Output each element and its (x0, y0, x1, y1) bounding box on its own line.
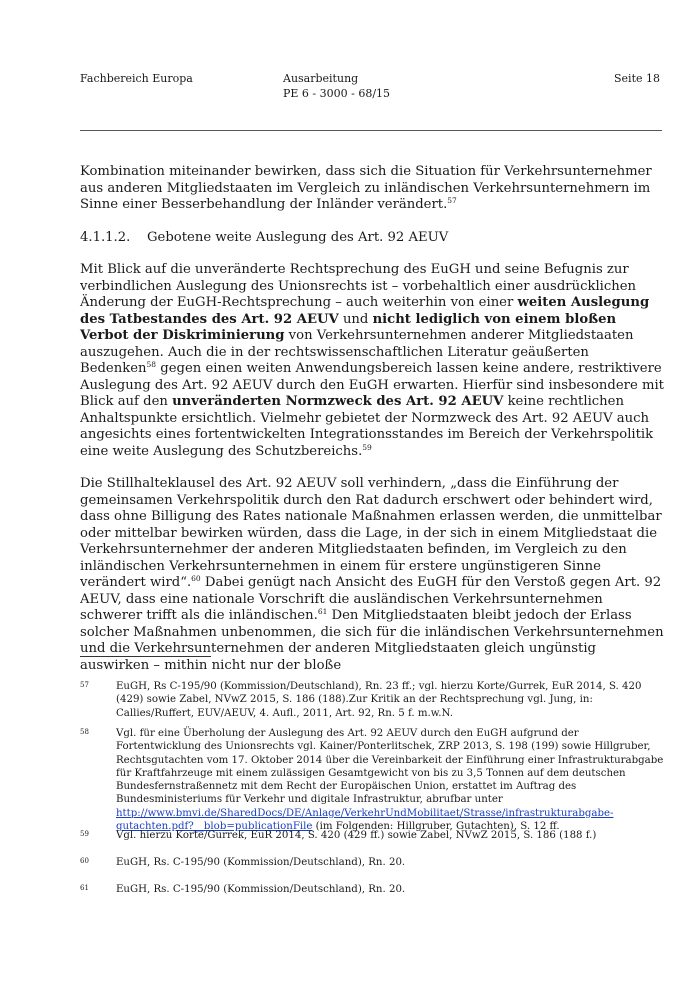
section-title: Gebotene weite Auslegung des Art. 92 AEUV (147, 229, 449, 245)
header-department: Fachbereich Europa (80, 72, 193, 85)
footnote-link[interactable]: http://www.bmvi.de/SharedDocs/DE/Anlage/VerkehrUndMobilitaet/Strasse/infrastrukturabgabe-gutachten.pdf?__blob=publicationFile (116, 807, 614, 833)
emphasis-3: unveränderten Normzweck des Art. 92 AEUV (172, 394, 504, 409)
footnote-text: EuGH, Rs. C-195/90 (Kommission/Deutschland), Rn. 20. (116, 857, 406, 868)
header-doc-number: PE 6 - 3000 - 68/15 (283, 87, 391, 100)
footnote-ref-57[interactable]: 57 (447, 196, 457, 205)
paragraph-1: Kombination miteinander bewirken, dass sich die Situation für Verkehrsunternehmer aus anderen Mitgliedstaaten im Vergleich zu inländischen Verkehrsunternehmern im Sinne einer Besserbehandlung der Inländer verändert.$^{57}$ (80, 164, 652, 212)
footnote-ref-60[interactable]: 60 (191, 574, 201, 583)
footnote-separator (80, 656, 211, 657)
footnote-ref-61[interactable]: 61 (317, 607, 328, 616)
footnote-ref-58[interactable]: 58 (146, 360, 157, 369)
section-number: 4.1.1.2. (80, 229, 131, 245)
emphasis-2: nicht lediglich von einem bloßen Verbot der Diskriminierung (80, 311, 617, 343)
footnote-59 (80, 829, 666, 842)
footnote-text: EuGH, Rs. C-195/90 (Kommission/Deutschland), Rn. 20. (116, 884, 406, 895)
footnote-text: EuGH, Rs C-195/90 (Kommission/Deutschland), Rn. 23 ff.; vgl. hierzu Korte/Gurrek, EuR 2014, S. 420 (429) sowie Zabel, NVwZ 2015, S. 186 (188).Zur Kritik an der Rechtsprechung vgl. Jung, in: Callies/Ruffert, EUV/AEUV, 4. Aufl., 2011, Art. 92, Rn. 5 f. m.w.N. (116, 681, 642, 719)
footnote-60 (80, 856, 666, 869)
paragraph-3: Die Stillhalteklausel des Art. 92 AEUV soll verhindern, „dass die Einführung der gemeinsamen Verkehrspolitik durch den Rat dadurch erschwert oder behindert wird, dass ohne Billigung des Rates nationale Maßnahmen erlassen werden, die unmittelbar oder mittelbar bewirken würden, dass die Lage, in der sich in einem Mitgliedstaat die Verkehrsunternehmer der anderen Mitgliedstaaten befinden, im Vergleich zu den inländischen Verkehrsunternehmen in einem für erstere ungünstigeren Sinne verändert wird“.$^{60}$ Dabei genügt nach Ansicht des EuGH für den Verstoß gegen Art. 92 AEUV, dass eine nationale Vorschrift die ausländischen Verkehrsunternehmen schwerer trifft als die inländischen.$^{61}$ Den Mitgliedstaaten bleibt jedoch der Erlass solcher Maßnahmen unbenommen, die sich für die inländischen Verkehrsunternehmen und die Verkehrsunternehmen der anderen Mitgliedstaaten gleich ungünstig auswirken – mithin nicht nur der bloße (80, 476, 664, 673)
footnote-57 (80, 680, 666, 720)
footnote-text: Vgl. hierzu Korte/Gurrek, EuR 2014, S. 420 (429 ff.) sowie Zabel, NVwZ 2015, S. 186 (188 f.) (116, 830, 597, 841)
footnote-mark: 60 (80, 857, 89, 865)
footnote-text: Vgl. für eine Überholung der Auslegung des Art. 92 AEUV durch den EuGH aufgrund der Fortentwicklung des Unionsrechts vgl. Kainer/Ponterlitschek, ZRP 2013, S. 198 (199) sowie Hillgruber, Rechtsgutachten vom 17. Oktober 2014 über die Vereinbarkeit der Einführung einer Infrastrukturabgabe für Kraftfahrzeuge mit einem zulässigen Gesamtgewicht von bis zu 3,5 Tonnen auf dem deutschen Bundesfernstraßennetz mit dem Recht der Europäischen Union, erstattet im Auftrag des Bundesministeriums für Verkehr und digitale Infrastruktur, abrufbar unter http://www.bmvi.de/SharedDocs/DE/Anlage/VerkehrUndMobilitaet/Strasse/infrastrukturabgabe-gutachten.pdf?__blob=publicationFile (im Folgenden: Hillgruber, Gutachten), S. 12 ff. (116, 728, 664, 833)
paragraph-2: Mit Blick auf die unveränderte Rechtsprechung des EuGH und seine Befugnis zur verbindlichen Auslegung des Unionsrechts ist – vorbehaltlich einer ausdrücklichen Änderung der EuGH-Rechtsprechung – auch weiterhin von einer weiten Auslegung des Tatbestandes des Art. 92 AEUV und nicht lediglich von einem bloßen Verbot der Diskriminierung von Verkehrsunternehmen anderer Mitgliedstaaten auszugehen. Auch die in der rechtswissenschaftlichen Literatur geäußerten Bedenken$^{58}$ gegen einen weiten Anwendungsbereich lassen keine andere, restriktivere Auslegung des Art. 92 AEUV durch den EuGH erwarten. Hierfür sind insbesondere mit Blick auf den unveränderten Normzweck des Art. 92 AEUV keine rechtlichen Anhaltspunkte ersichtlich. Vielmehr gebietet der Normzweck des Art. 92 AEUV auch angesichts eines fortentwickelten Integrationsstandes im Bereich der Verkehrspolitik eine weite Auslegung des Schutzbereichs.$^{59}$ (80, 262, 664, 459)
footnote-ref-59[interactable]: 59 (362, 442, 372, 452)
header-doc-type: Ausarbeitung (283, 72, 359, 85)
main-text (80, 164, 666, 690)
footnote-58 (80, 727, 666, 833)
section-heading (80, 230, 666, 247)
emphasis-1: weiten Auslegung des Tatbestandes des Art. 92 AEUV (80, 295, 650, 327)
footnote-mark: 59 (80, 830, 89, 838)
header-divider (80, 130, 662, 131)
header-doc-info (283, 71, 390, 101)
footnote-mark: 57 (80, 681, 89, 689)
page-number: Seite 18 (614, 72, 660, 85)
footnote-mark: 61 (80, 884, 89, 892)
footnote-mark: 58 (80, 728, 89, 736)
footnote-61 (80, 883, 666, 896)
